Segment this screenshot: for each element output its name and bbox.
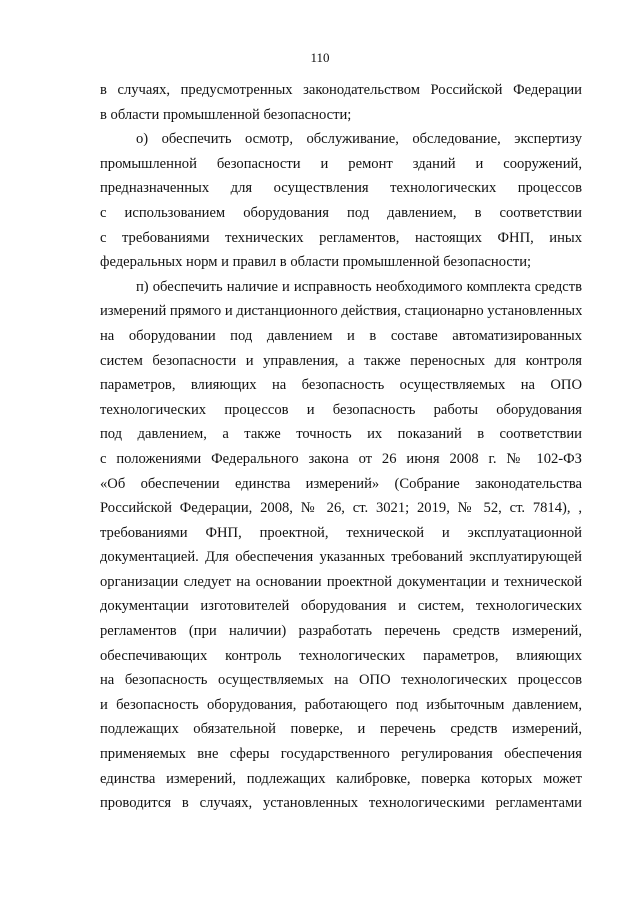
- text-line: Российской Федерации, 2008, № 26, ст. 3021; 2019, № 52, ст. 7814), ,: [100, 500, 582, 517]
- text-line: единства измерений, подлежащих калибровке, поверка которых может: [100, 770, 582, 787]
- text-line: «Об обеспечении единства измерений» (Собрание законодательства: [100, 475, 582, 492]
- text-line: с требованиями технических регламентов, настоящих ФНП, иных: [100, 229, 582, 246]
- text-line: с положениями Федерального закона от 26 июня 2008 г. № 102-ФЗ: [100, 450, 582, 467]
- text-line: с использованием оборудования под давлением, в соответствии: [100, 204, 582, 221]
- text-line: документацией. Для обеспечения указанных требований эксплуатирующей: [100, 549, 582, 566]
- text-line: документации изготовителей оборудования и систем, технологических: [100, 598, 582, 615]
- text-line: в области промышленной безопасности;: [100, 106, 352, 123]
- text-line: предназначенных для осуществления технологических процессов: [100, 180, 582, 197]
- text-line: в случаях, предусмотренных законодательством Российской Федерации: [100, 82, 582, 98]
- text-line: на безопасность осуществляемых на ОПО технологических процессов: [100, 672, 582, 689]
- text-line: о) обеспечить осмотр, обслуживание, обследование, экспертизу: [136, 131, 582, 148]
- text-line: на оборудовании под давлением и в составе автоматизированных: [100, 327, 582, 344]
- page-number: 110: [310, 50, 330, 65]
- text-line: регламентов (при наличии) разработать перечень средств измерений,: [100, 623, 582, 640]
- text-line: федеральных норм и правил в области промышленной безопасности;: [100, 254, 532, 271]
- text-line: проводится в случаях, установленных технологическими регламентами: [100, 795, 582, 812]
- text-line: измерений прямого и дистанционного действия, стационарно установленных: [100, 303, 582, 320]
- text-line: промышленной безопасности и ремонт зданий и сооружений,: [100, 155, 582, 172]
- document-body: [100, 78, 582, 816]
- text-line: применяемых вне сферы государственного регулирования обеспечения: [100, 746, 582, 763]
- text-line: технологических процессов и безопасность работы оборудования: [100, 401, 582, 418]
- text-line: под давлением, а также точность их показаний в соответствии: [100, 426, 582, 443]
- text-line: параметров, влияющих на безопасность осуществляемых на ОПО: [100, 377, 582, 394]
- text-line: систем безопасности и управления, а также переносных для контроля: [100, 352, 582, 369]
- text-line: организации следует на основании проектной документации и технической: [100, 573, 582, 590]
- text-line: и безопасность оборудования, работающего под избыточным давлением,: [100, 696, 582, 713]
- text-line: п) обеспечить наличие и исправность необходимого комплекта средств: [136, 278, 582, 295]
- text-line: требованиями ФНП, проектной, технической и эксплуатационной: [100, 524, 582, 541]
- text-line: подлежащих обязательной поверке, и перечень средств измерений,: [100, 721, 582, 738]
- text-line: обеспечивающих контроль технологических параметров, влияющих: [100, 647, 582, 664]
